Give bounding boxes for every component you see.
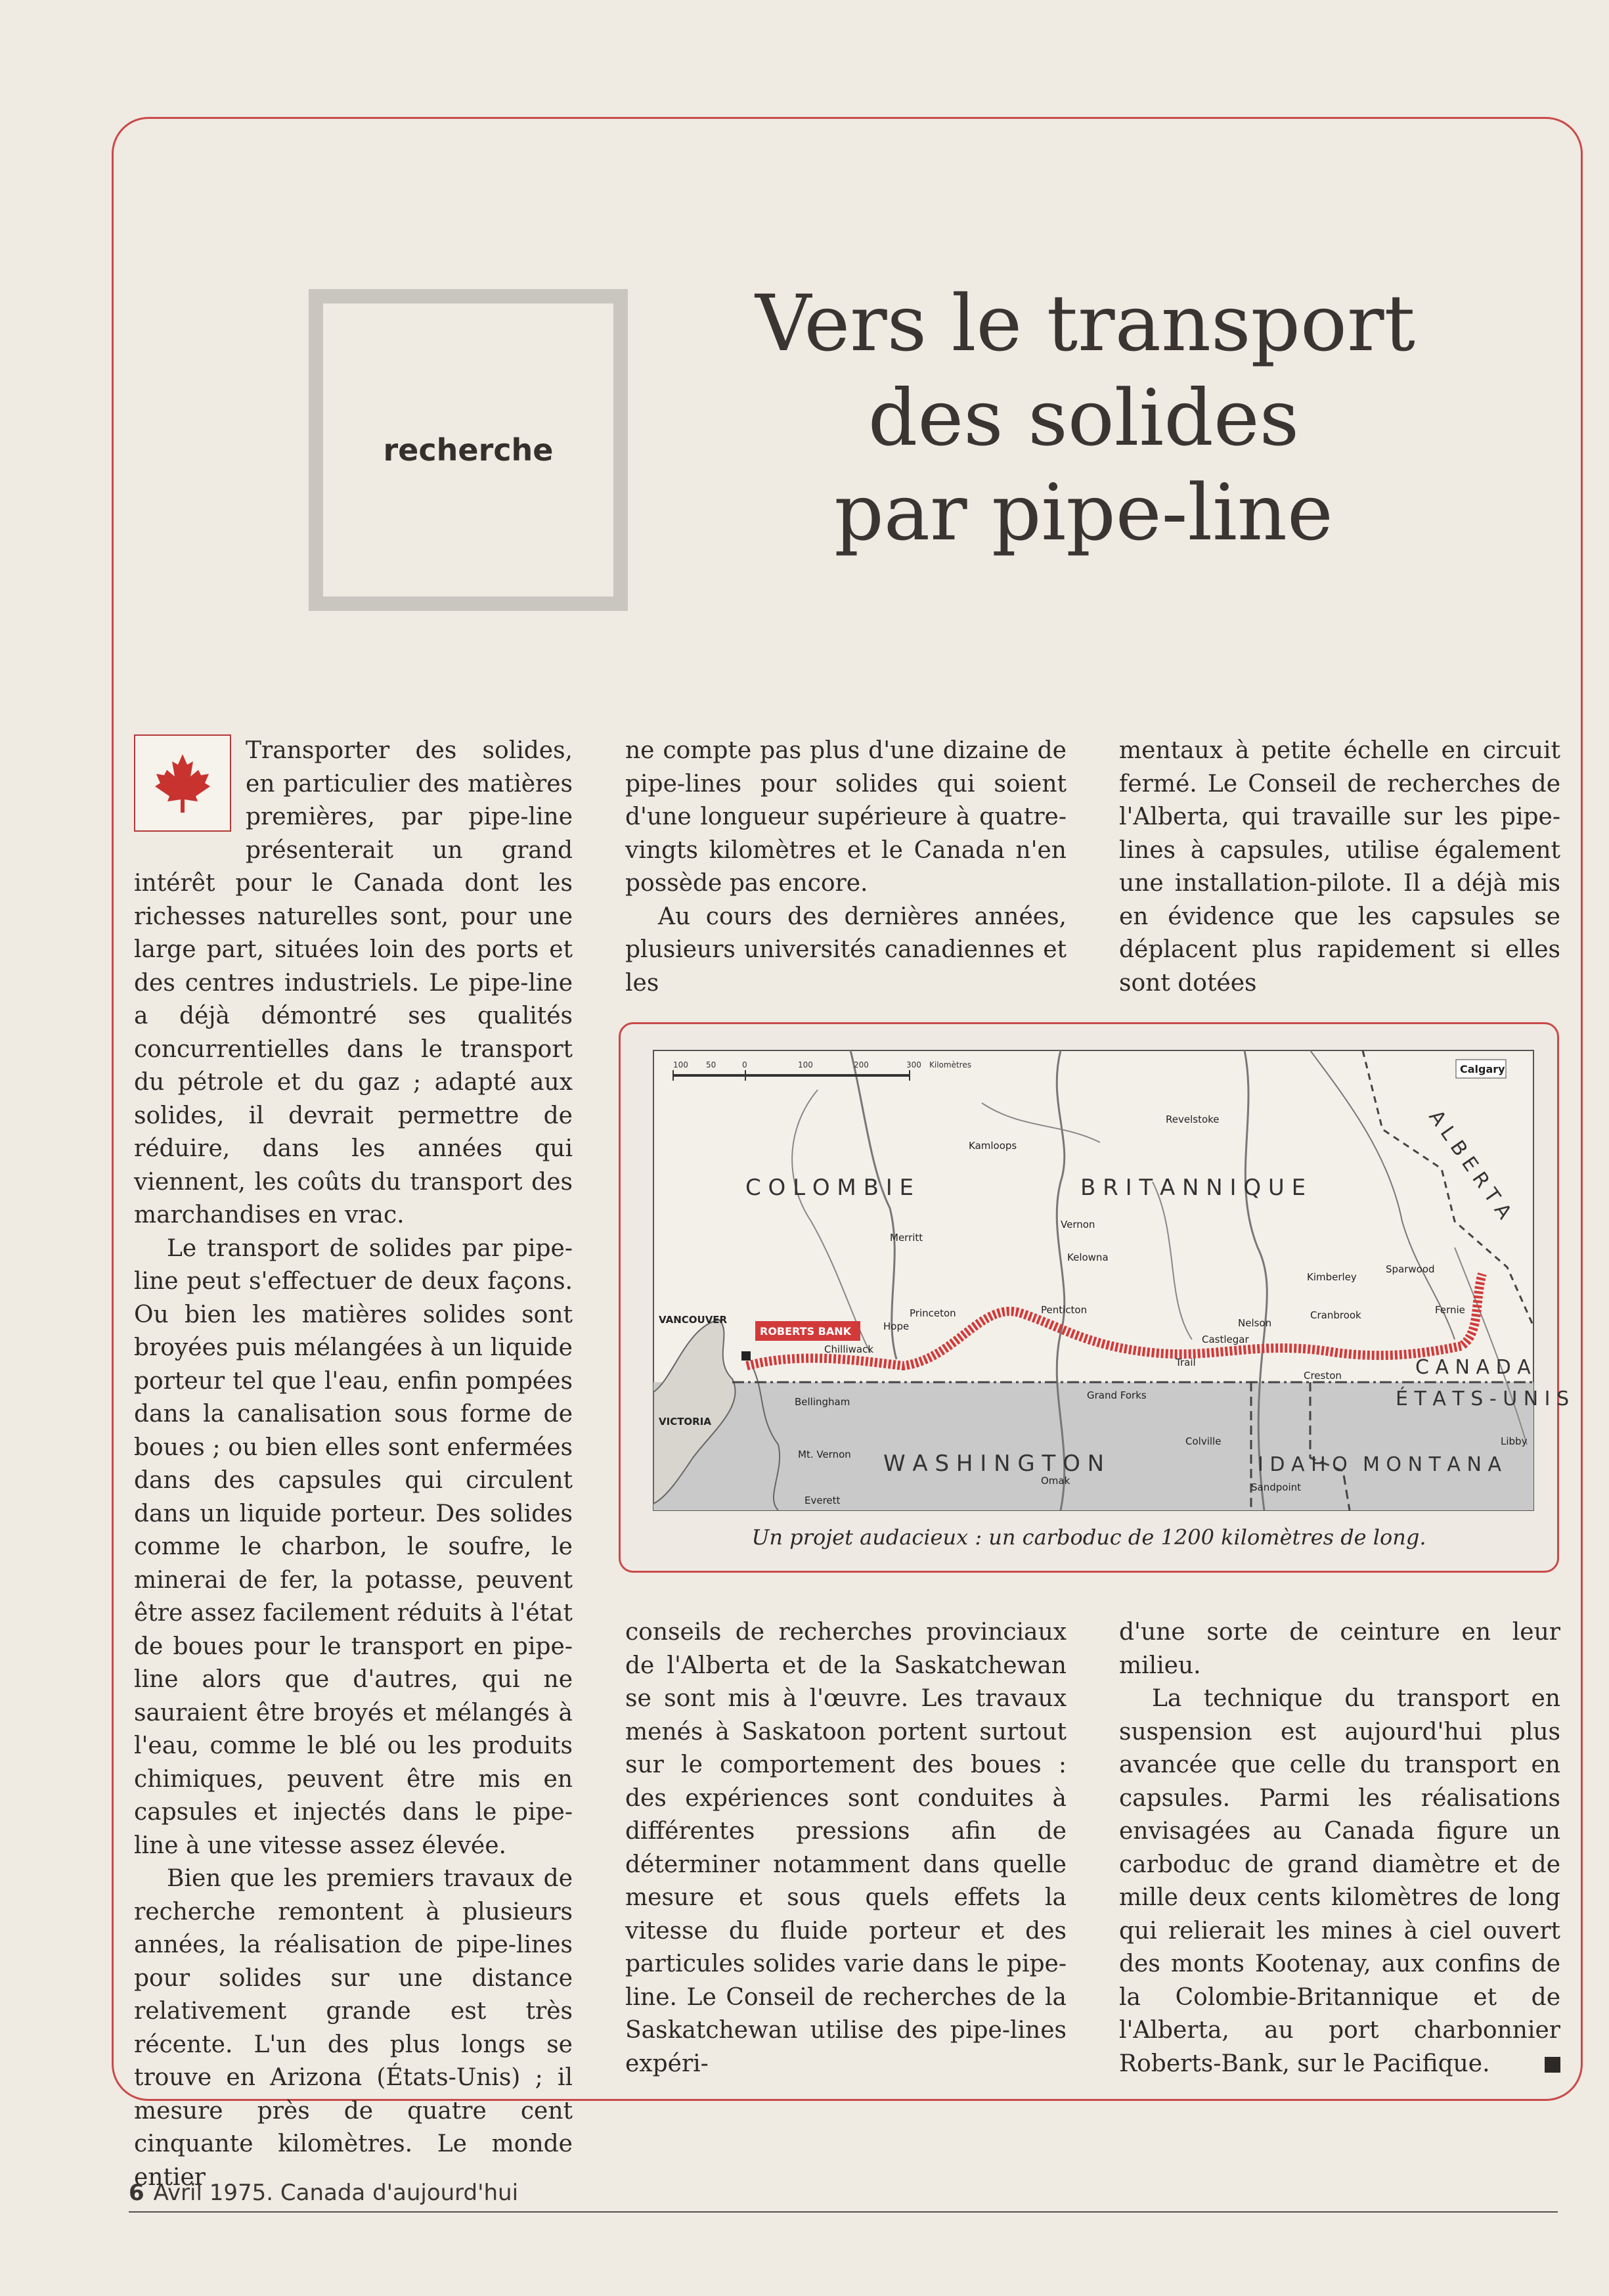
place-label: Colville [1185, 1435, 1222, 1447]
end-of-article-mark [1545, 2057, 1560, 2073]
place-label: Everett [804, 1495, 841, 1506]
roberts-bank-label: ROBERTS BANK [760, 1325, 852, 1338]
column-1 [134, 734, 573, 2194]
place-label: VICTORIA [659, 1416, 711, 1428]
place-label: Kelowna [1067, 1251, 1109, 1263]
place-label: Kamloops [969, 1140, 1017, 1152]
article-title [755, 276, 1415, 560]
paragraph: conseils de recherches provinciaux de l'Alberta et de la Saskatchewan se sont mis à l'œuvre. Les travaux menés à Saskatoon portent surtout sur le comportement des boues : des expériences sont conduites à différentes pressions afin de déterminer notamment dans quelle mesure et sous quels effets la vitesse du fluide porteur et des particules solides varie dans le pipe-line. Le Conseil de recherches de la Saskatchewan utilise des pipe-lines expéri- [625, 1619, 1067, 2077]
page-footer [129, 2180, 1558, 2213]
paragraph: Au cours des dernières années, plusieurs universités canadiennes et les [625, 903, 1067, 997]
paragraph: ne compte pas plus d'une dizaine de pipe-lines pour solides qui soient d'une longueur supérieure à quatre-vingts kilomètres et le Canada n'en possède pas encore. [625, 737, 1067, 897]
region-label: M O N T A N A [1363, 1453, 1501, 1476]
place-label: Omak [1041, 1475, 1070, 1487]
region-label: A L B E R T A [1424, 1106, 1516, 1224]
place-label: Merritt [890, 1232, 923, 1244]
svg-text:200: 200 [854, 1060, 869, 1069]
place-label: Bellingham [795, 1396, 850, 1408]
region-label: É T A T S - U N I S [1396, 1387, 1570, 1410]
paragraph [1119, 1682, 1560, 2081]
svg-text:0: 0 [742, 1060, 747, 1069]
place-label: Chilliwack [824, 1343, 874, 1355]
svg-text:300: 300 [906, 1060, 921, 1069]
column-3-bottom [1119, 1616, 1560, 2081]
section-label: recherche [383, 432, 554, 468]
place-label: Castlegar [1202, 1334, 1249, 1345]
title-line: par pipe-line [834, 467, 1333, 558]
title-line: Vers le transport [755, 278, 1415, 369]
paragraph: mentaux à petite échelle en circuit fermé. Le Conseil de recherches de l'Alberta, qui travaille sur les pipe-lines à capsules, utilise également une installation-pilote. Il a déjà mis en évidence que les capsules se déplacent plus rapidement si elles sont dotées [1119, 737, 1560, 997]
place-label: Sandpoint [1251, 1481, 1301, 1493]
place-label: Vernon [1061, 1219, 1095, 1230]
place-label: Nelson [1238, 1317, 1272, 1329]
region-label: C O L O M B I E [745, 1175, 914, 1201]
map-figure [619, 1022, 1570, 1573]
place-label: Fernie [1435, 1304, 1465, 1316]
svg-text:50: 50 [706, 1060, 716, 1069]
pipeline-map [653, 1050, 1570, 1510]
paragraph-text: La technique du transport en suspension est aujourd'hui plus avancée que celle du transport en capsules. Parmi les réalisations envisagées au Canada figure un carboduc de grand diamètre et de mille deux cents kilomètres de long qui relierait les mines à ciel ouvert des monts Kootenay, aux confins de la Colombie-Britannique et de l'Alberta, au port charbonnier Roberts-Bank, sur le Pacifique. [1119, 1685, 1560, 2077]
place-label: Princeton [910, 1307, 956, 1319]
title-line: des solides [868, 372, 1300, 463]
place-label: Kimberley [1307, 1271, 1357, 1283]
place-label: Revelstoke [1166, 1114, 1220, 1125]
footer-text: Avril 1975. Canada d'aujourd'hui [153, 2180, 519, 2206]
svg-text:Kilomètres: Kilomètres [929, 1060, 971, 1069]
column-2-bottom [625, 1616, 1067, 2081]
paragraph: Le transport de solides par pipe-line peut s'effectuer de deux façons. Ou bien les matières solides sont broyées puis mélangées à un liquide porteur tel que l'eau, enfin pompées dans la canalisation sous forme de boues ; ou bien elles sont enfermées dans des capsules qui circulent dans un liquide porteur. Des solides comme le charbon, le soufre, le minerai de fer, la potasse, peuvent être assez facilement réduits à l'état de boues pour le transport en pipe-line alors que d'autres, qui ne sauraient être broyés et mélangés à l'eau, comme le blé ou les produits chimiques, peuvent être mis en capsules et injectés dans le pipe-line à une vitesse assez élevée. [134, 1234, 573, 1859]
place-label: Cranbrook [1310, 1309, 1361, 1321]
place-label: Mt. Vernon [798, 1449, 851, 1460]
column-3-top [1119, 734, 1560, 1000]
region-label: C A N A D A [1415, 1356, 1531, 1379]
place-label: VANCOUVER [659, 1314, 728, 1326]
paragraph: Transporter des solides, en particulier des matières premières, par pipe-line présenterait un grand intérêt pour le Canada dont les richesses naturelles sont, pour une large part, situées loin des ports et des centres industriels. Le pipe-line a déjà démontré ses qualités concurrentielles dans le transport du pétrole et du gaz ; adapté aux solides, il devrait permettre de réduire, dans les années qui viennent, les coûts du transport des marchandises en vrac. [134, 737, 573, 1228]
place-label: Penticton [1041, 1304, 1088, 1316]
region-label: I D A H O [1258, 1453, 1348, 1476]
svg-text:100: 100 [798, 1060, 813, 1069]
region-label: W A S H I N G T O N [883, 1451, 1105, 1477]
maple-leaf-icon [134, 734, 231, 832]
column-2-top [625, 734, 1067, 1000]
section-box [309, 289, 628, 611]
region-label: B R I T A N N I Q U E [1080, 1175, 1306, 1201]
place-label: Trail [1176, 1357, 1196, 1368]
place-label: Calgary [1460, 1063, 1505, 1075]
map-caption: Un projet audacieux : un carboduc de 1200 kilomètres de long. [751, 1525, 1426, 1550]
place-label: Creston [1304, 1370, 1342, 1382]
place-label: Libby [1501, 1435, 1528, 1447]
place-label: Hope [883, 1320, 910, 1332]
paragraph: Bien que les premiers travaux de recherche remontent à plusieurs années, la réalisation de pipe-lines pour solides sur une distance relativement grande est très récente. L'un des plus longs se trouve en Arizona (États-Unis) ; il mesure près de quatre cent cinquante kilomètres. Le monde entier [134, 1865, 573, 2191]
place-label: Sparwood [1386, 1263, 1435, 1275]
svg-text:100: 100 [673, 1060, 688, 1069]
paragraph: d'une sorte de ceinture en leur milieu. [1119, 1619, 1560, 1679]
place-label: Grand Forks [1087, 1389, 1147, 1401]
page-number: 6 [129, 2180, 144, 2206]
